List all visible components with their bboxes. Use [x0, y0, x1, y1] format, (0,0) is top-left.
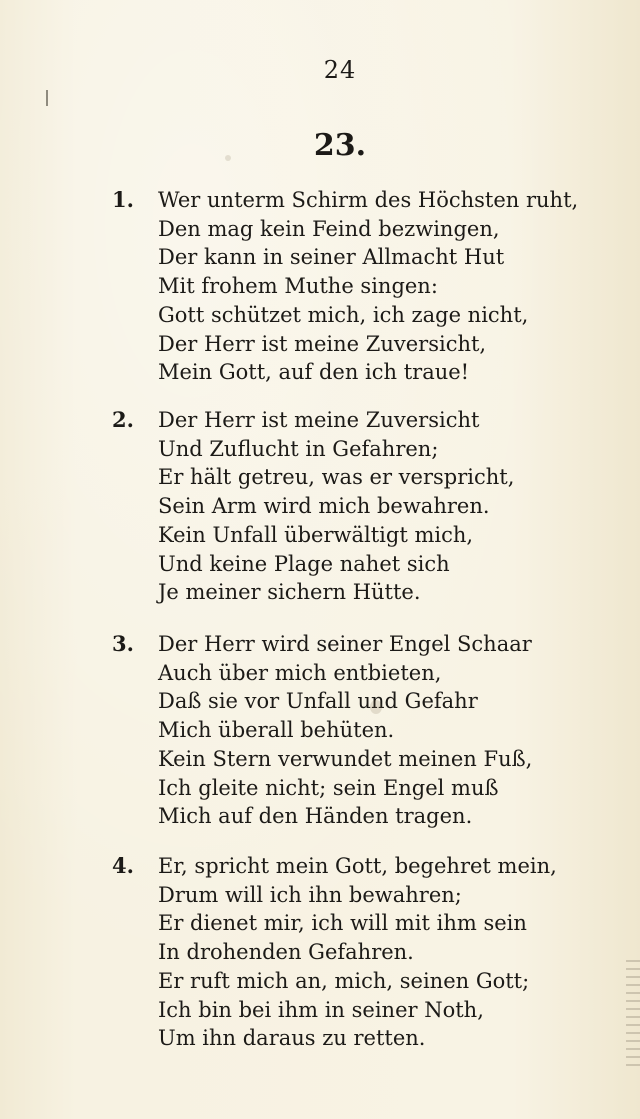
verse-line: In drohenden Gefahren. — [158, 940, 414, 965]
paper-stain — [370, 700, 382, 714]
verse-line: Gott schützet mich, ich zage nicht, — [158, 302, 529, 327]
hymn-number: 23. — [313, 128, 367, 163]
verse-line: Den mag kein Feind bezwingen, — [158, 216, 500, 241]
verse-line: Mich überall behüten. — [158, 718, 395, 743]
verse-line: Der Herr ist meine Zuversicht — [158, 408, 480, 432]
verse-line: Er dienet mir, ich will mit ihm sein — [158, 911, 527, 936]
verse-line: Ich bin bei ihm in seiner Noth, — [158, 997, 484, 1022]
stanza-number: 4. — [112, 853, 134, 878]
stanza-lines — [158, 186, 578, 387]
verse-line: Kein Stern verwundet meinen Fuß, — [158, 746, 533, 771]
verse-line: Mein Gott, auf den ich traue! — [158, 360, 470, 385]
stanza-number: 2. — [112, 407, 134, 432]
verse-line: Auch über mich entbieten, — [158, 660, 442, 685]
verse-line: Sein Arm wird mich bewahren. — [158, 494, 490, 519]
verse-line: Der Herr ist meine Zuversicht, — [158, 331, 487, 356]
verse-line: Und Zuflucht in Gefahren; — [158, 436, 439, 461]
verse-line: Ich gleite nicht; sein Engel muß — [158, 775, 499, 800]
stanza-lines — [158, 852, 557, 1053]
verse-line: Der Herr wird seiner Engel Schaar — [158, 632, 532, 656]
verse-line: Daß sie vor Unfall und Gefahr — [158, 689, 478, 714]
verse-line: Er ruft mich an, mich, seinen Gott; — [158, 968, 530, 993]
verse-line: Drum will ich ihn bewahren; — [158, 882, 462, 907]
verse-line: Der kann in seiner Allmacht Hut — [158, 245, 505, 270]
margin-mark — [46, 90, 48, 106]
verse-line: Er hält getreu, was er verspricht, — [158, 465, 515, 490]
stanza-lines — [158, 406, 514, 607]
paper-stain — [225, 155, 231, 161]
verse-line: Je meiner sichern Hütte. — [158, 580, 421, 605]
verse-line: Mich auf den Händen tragen. — [158, 804, 473, 829]
stanza-number: 3. — [112, 631, 134, 656]
verse-line: Mit frohem Muthe singen: — [158, 274, 438, 299]
verse-line: Um ihn daraus zu retten. — [158, 1026, 426, 1051]
verse-line: Kein Unfall überwältigt mich, — [158, 522, 474, 547]
page-number: 24 — [323, 56, 357, 84]
stanza-number: 1. — [112, 187, 134, 212]
stanza-lines — [158, 630, 532, 831]
verse-line: Wer unterm Schirm des Höchsten ruht, — [158, 188, 579, 212]
verse-line: Und keine Plage nahet sich — [158, 551, 450, 576]
page-edge-bleed — [626, 960, 640, 1070]
verse-line: Er, spricht mein Gott, begehret mein, — [158, 854, 557, 878]
